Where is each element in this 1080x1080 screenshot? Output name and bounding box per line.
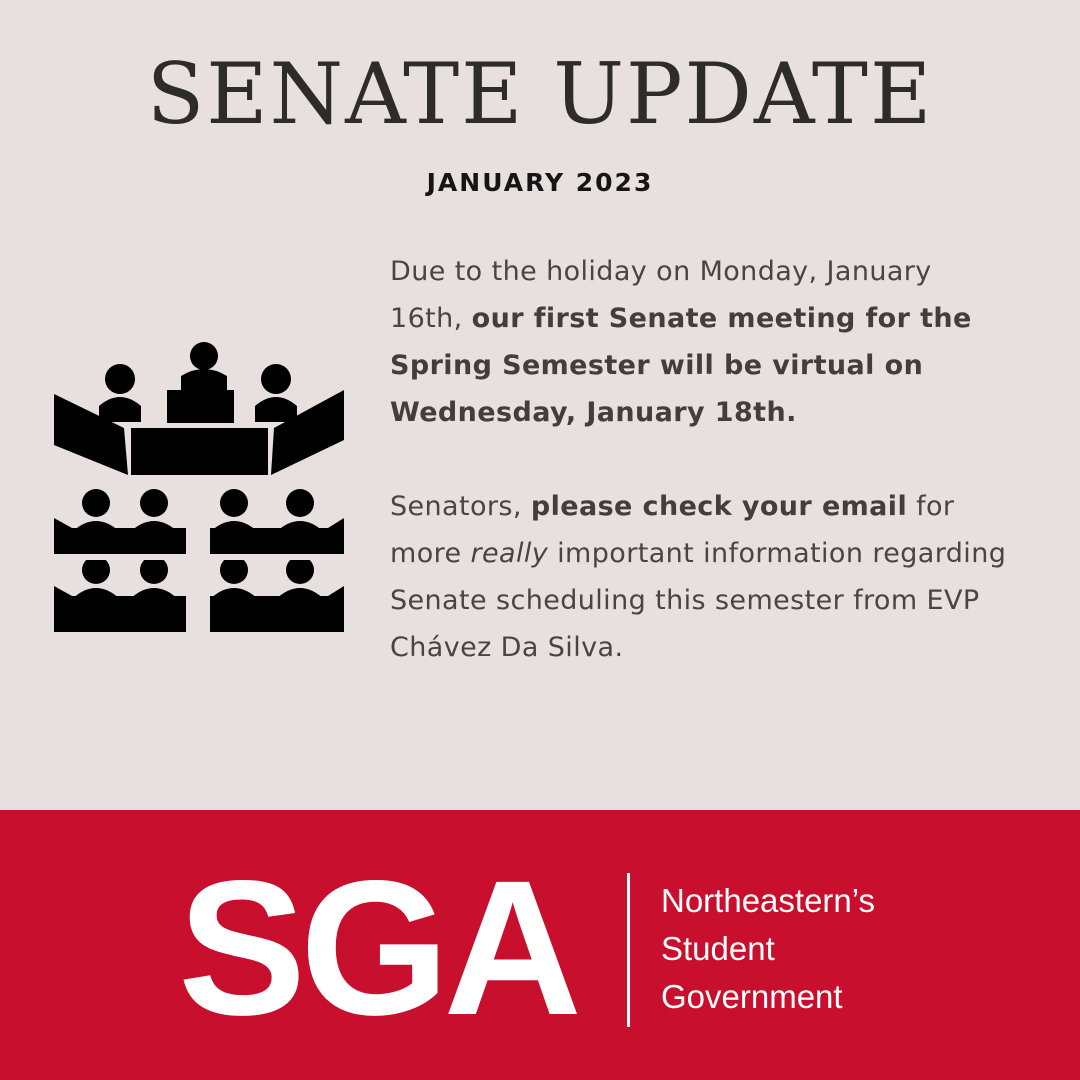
announcement-paragraph-1 bbox=[390, 248, 1010, 436]
page-date: JANUARY 2023 bbox=[426, 168, 654, 197]
caption-line-2: Student bbox=[661, 930, 775, 967]
page-title: SENATE UPDATE bbox=[146, 45, 934, 143]
check-email-notice: please check your email bbox=[530, 491, 908, 522]
senators-greeting: Senators, bbox=[390, 491, 531, 522]
holiday-notice: Due to the holiday on Monday, January 16th, bbox=[390, 256, 932, 334]
announcement-paragraph-2 bbox=[390, 483, 1010, 671]
more-info-text: for more bbox=[390, 491, 955, 569]
announcement-text bbox=[390, 248, 1010, 671]
senate-meeting-icon bbox=[54, 342, 348, 634]
scheduling-info-text: important information regarding Senate scheduling this semester from EVP Chávez Da Silva. bbox=[390, 538, 1007, 663]
emphasis-really: really bbox=[470, 538, 549, 569]
caption-line-3: Government bbox=[661, 978, 843, 1015]
logo-divider bbox=[627, 873, 630, 1027]
caption-line-1: Northeastern’s bbox=[661, 882, 876, 919]
sga-logo: SGA bbox=[178, 840, 577, 1055]
virtual-meeting-notice: our first Senate meeting for the Spring Semester will be virtual on Wednesday, January 18th. bbox=[390, 303, 972, 428]
logo-caption bbox=[661, 877, 875, 1021]
